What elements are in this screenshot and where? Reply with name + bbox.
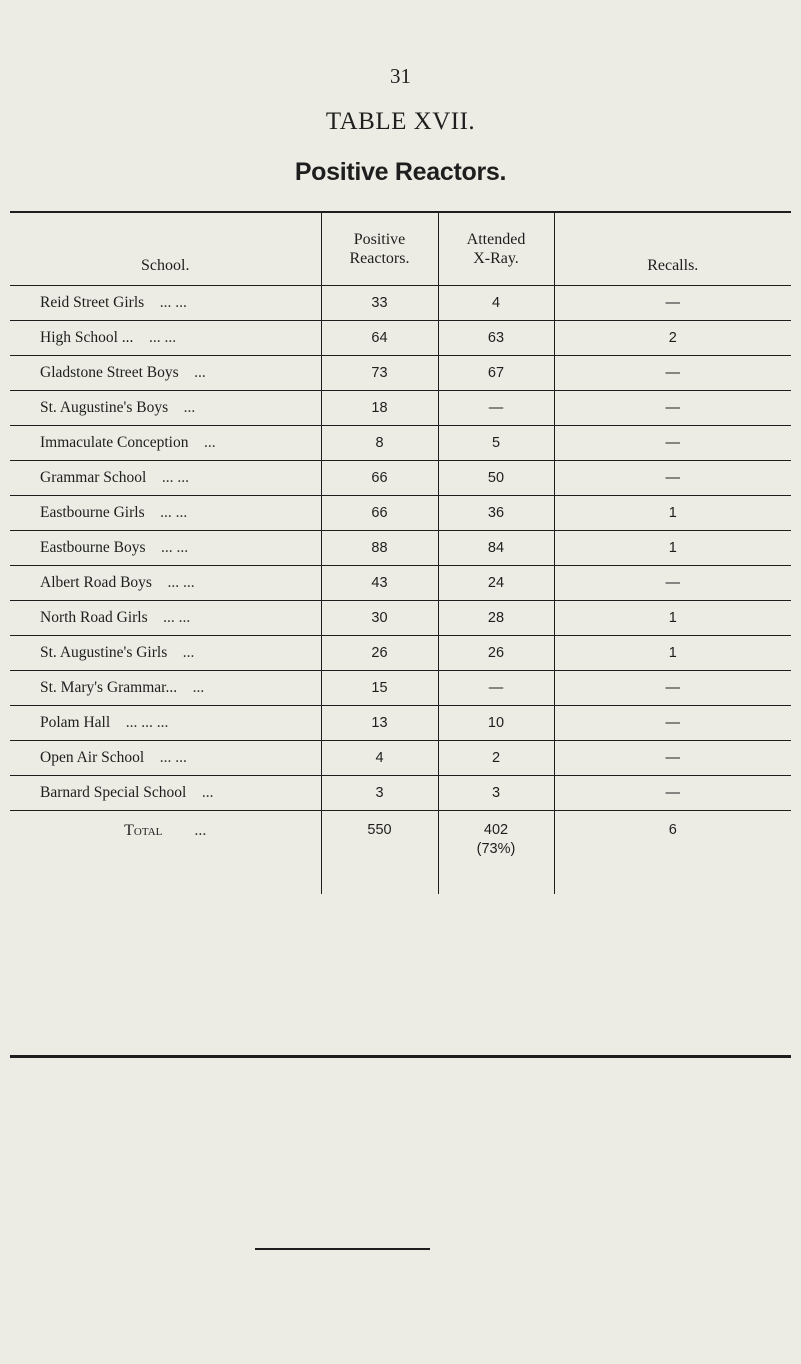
total-attended-percent: (73%) <box>476 840 516 857</box>
recalls-cell: 1 <box>554 635 791 670</box>
positive-reactors-cell: 33 <box>321 285 438 320</box>
table-header-row <box>10 213 791 285</box>
positive-reactors-cell: 88 <box>321 530 438 565</box>
recalls-cell: — <box>554 670 791 705</box>
school-cell <box>10 320 321 355</box>
table-row <box>10 635 791 670</box>
school-name: Polam Hall <box>40 713 111 731</box>
leader-dots: ... ... <box>148 328 177 346</box>
leader-dots: ... <box>204 433 216 451</box>
positive-reactors-cell: 8 <box>321 425 438 460</box>
recalls-cell: 1 <box>554 600 791 635</box>
school-cell <box>10 600 321 635</box>
recalls-cell: — <box>554 740 791 775</box>
leader-dots: ... <box>192 678 205 696</box>
school-name: Immaculate Conception <box>40 433 189 451</box>
leader-dots: ... ... <box>167 573 195 591</box>
recalls-cell: — <box>554 425 791 460</box>
school-cell <box>10 705 321 740</box>
school-name: North Road Girls <box>40 608 148 626</box>
recalls-cell: — <box>554 285 791 320</box>
table-row <box>10 460 791 495</box>
school-cell <box>10 285 321 320</box>
attended-xray-cell: 4 <box>438 285 554 320</box>
attended-xray-cell: 26 <box>438 635 554 670</box>
table-row <box>10 600 791 635</box>
school-cell <box>10 390 321 425</box>
attended-xray-cell: 3 <box>438 775 554 810</box>
header-school: School. <box>10 213 321 285</box>
school-name: Reid Street Girls <box>40 293 145 311</box>
attended-xray-cell: 84 <box>438 530 554 565</box>
positive-reactors-cell: 43 <box>321 565 438 600</box>
school-cell <box>10 460 321 495</box>
recalls-cell: 1 <box>554 495 791 530</box>
header-positive-reactors: Positive Reactors. <box>321 213 438 285</box>
recalls-cell: — <box>554 355 791 390</box>
leader-dots: ... ... <box>161 468 189 486</box>
positive-reactors-cell: 73 <box>321 355 438 390</box>
leader-dots: ... ... <box>159 748 187 766</box>
positive-reactors-cell: 66 <box>321 460 438 495</box>
header-recalls: Recalls. <box>554 213 791 285</box>
leader-dots: ... ... <box>160 538 189 556</box>
positive-reactors-cell: 4 <box>321 740 438 775</box>
school-cell <box>10 635 321 670</box>
attended-xray-cell: 10 <box>438 705 554 740</box>
table-bottom-rule <box>10 1055 791 1058</box>
attended-xray-cell: 24 <box>438 565 554 600</box>
table-row <box>10 320 791 355</box>
total-label-cell <box>10 810 321 894</box>
recalls-cell: 2 <box>554 320 791 355</box>
table-row <box>10 565 791 600</box>
table-row <box>10 670 791 705</box>
school-name: St. Augustine's Girls <box>40 643 168 661</box>
positive-reactors-table <box>10 213 791 894</box>
header-attended-xray: Attended X-Ray. <box>438 213 554 285</box>
table-row <box>10 425 791 460</box>
school-name: Eastbourne Girls <box>40 503 145 521</box>
attended-xray-cell: — <box>438 670 554 705</box>
end-rule <box>255 1248 430 1250</box>
leader-dots: ... <box>194 363 206 381</box>
school-cell <box>10 670 321 705</box>
table-row <box>10 285 791 320</box>
total-reactors-cell: 550 <box>321 810 438 894</box>
positive-reactors-cell: 30 <box>321 600 438 635</box>
school-name: High School ... <box>40 328 134 346</box>
leader-dots: ... <box>183 398 196 416</box>
positive-reactors-cell: 18 <box>321 390 438 425</box>
school-cell <box>10 740 321 775</box>
school-cell <box>10 425 321 460</box>
attended-xray-cell: 2 <box>438 740 554 775</box>
leader-dots: ... <box>182 643 195 661</box>
table-row <box>10 355 791 390</box>
leader-dots: ... ... ... <box>125 713 169 731</box>
attended-xray-cell: 28 <box>438 600 554 635</box>
leader-dots: ... ... <box>159 293 187 311</box>
table-row <box>10 495 791 530</box>
table-body <box>10 285 791 894</box>
total-label: Total <box>124 821 163 839</box>
positive-reactors-cell: 15 <box>321 670 438 705</box>
attended-xray-cell: 67 <box>438 355 554 390</box>
positive-reactors-cell: 3 <box>321 775 438 810</box>
recalls-cell: — <box>554 705 791 740</box>
recalls-cell: — <box>554 460 791 495</box>
recalls-cell: — <box>554 775 791 810</box>
school-cell <box>10 775 321 810</box>
positive-reactors-cell: 13 <box>321 705 438 740</box>
recalls-cell: — <box>554 390 791 425</box>
total-attended-cell <box>438 810 554 894</box>
school-cell <box>10 495 321 530</box>
table-row <box>10 740 791 775</box>
attended-xray-cell: 36 <box>438 495 554 530</box>
attended-xray-cell: 50 <box>438 460 554 495</box>
total-row <box>10 810 791 894</box>
table-row <box>10 390 791 425</box>
leader-dots: ... <box>201 783 214 801</box>
table-row <box>10 705 791 740</box>
table-subtitle: Positive Reactors. <box>294 158 507 186</box>
leader-dots: ... <box>194 821 207 839</box>
positive-reactors-cell: 66 <box>321 495 438 530</box>
attended-xray-cell: 5 <box>438 425 554 460</box>
page-number: 31 <box>390 64 411 88</box>
school-name: St. Mary's Grammar... <box>40 678 178 696</box>
attended-xray-cell: 63 <box>438 320 554 355</box>
table-row <box>10 530 791 565</box>
leader-dots: ... ... <box>160 503 188 521</box>
attended-xray-cell: — <box>438 390 554 425</box>
recalls-cell: 1 <box>554 530 791 565</box>
table-row <box>10 775 791 810</box>
school-cell <box>10 565 321 600</box>
total-attended-value: 402 <box>483 821 509 838</box>
school-cell <box>10 355 321 390</box>
leader-dots: ... ... <box>163 608 191 626</box>
school-name: Grammar School <box>40 468 147 486</box>
school-name: Barnard Special School <box>40 783 187 801</box>
school-cell <box>10 530 321 565</box>
school-name: Gladstone Street Boys <box>40 363 179 381</box>
school-name: Albert Road Boys <box>40 573 152 591</box>
school-name: St. Augustine's Boys <box>40 398 169 416</box>
recalls-cell: — <box>554 565 791 600</box>
table-title: TABLE XVII. <box>325 108 476 135</box>
school-name: Eastbourne Boys <box>40 538 146 556</box>
school-name: Open Air School <box>40 748 145 766</box>
positive-reactors-cell: 26 <box>321 635 438 670</box>
total-recalls-cell: 6 <box>554 810 791 894</box>
positive-reactors-cell: 64 <box>321 320 438 355</box>
